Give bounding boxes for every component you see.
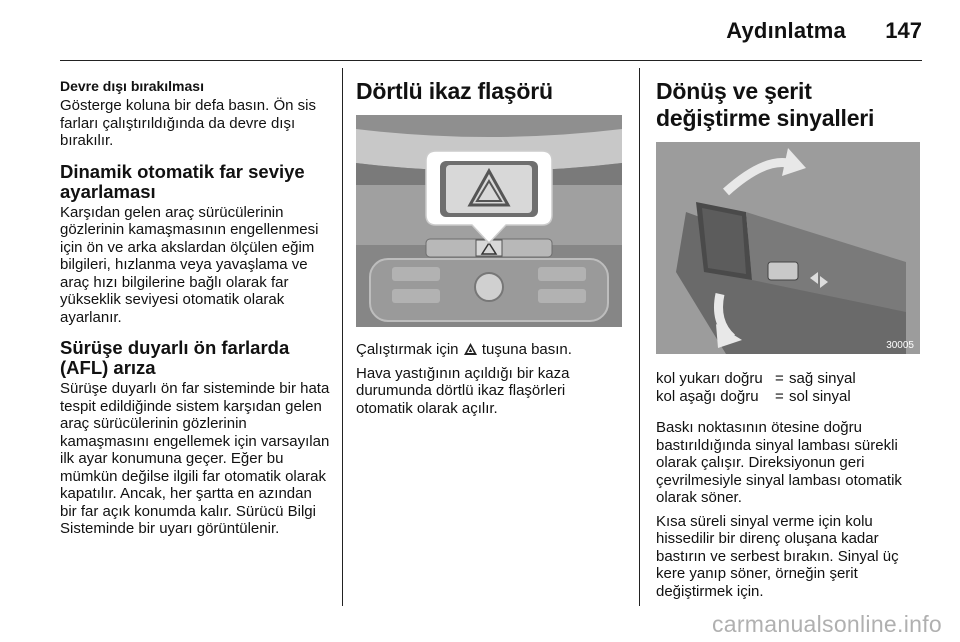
heading-dynamic-levelling: Dinamik otomatik far seviye ayarlaması (60, 160, 305, 202)
column-divider (639, 68, 640, 606)
page-number: 147 (885, 18, 922, 43)
paragraph: Gösterge koluna bir defa basın. Ön sis farları çalıştırıldığında da devre dışı bırakılır. (60, 97, 316, 149)
column-left (60, 78, 332, 538)
definition-term: kol aşağı doğru (656, 387, 759, 405)
page-header (60, 0, 922, 61)
turn-signal-lever-illustration (656, 142, 920, 354)
hazard-triangle-icon (463, 342, 478, 356)
definition-value: sağ sinyal (789, 370, 856, 387)
paragraph: Kısa süreli sinyal verme için kolu hissedilir bir direnç oluşana kadar bastırın ve serbest bırakın. Sinyal üç kere yanıp söner, örneğin şerit değiştirmek için. (656, 512, 899, 600)
instruction-text: Çalıştırmak için (356, 341, 459, 358)
definition-row (656, 370, 924, 388)
paragraph (356, 341, 622, 359)
definition-equals: = (775, 387, 784, 405)
watermark-link[interactable]: carmanualsonline.info (711, 611, 942, 637)
definition-row (656, 388, 924, 406)
instruction-text: tuşuna basın. (481, 341, 572, 358)
definition-list (656, 370, 924, 405)
definition-term: kol yukarı doğru (656, 370, 763, 387)
paragraph: Sürüşe duyarlı ön far sisteminde bir hata tespit edildiğinde sistem karşıdan gelen araç sürücülerinin gözlerinin kamaşmasını engellemek için varsayılan ilk ayar konumuna geçer. Eğer bu mümkün değilse ilgili far otomatik olarak kapatılır. Ancak, her şartta en azından bir far açık konumda kalır. Sürücü Bilgi Sisteminde bir uyarı görüntülenir. (60, 380, 330, 537)
figure-number: 30005 (886, 340, 914, 351)
definition-equals: = (775, 370, 784, 387)
hazard-switch-illustration (356, 115, 622, 327)
heading-turn-signals: Dönüş ve şerit değiştirme sinyalleri (656, 78, 875, 131)
dashboard-switch-drawing (356, 115, 622, 327)
definition-value: sol sinyal (789, 387, 851, 405)
paragraph: Hava yastığının açıldığı bir kaza durumunda dörtlü ikaz flaşörleri otomatik olarak açılır. (356, 364, 570, 417)
paragraph: Karşıdan gelen araç sürücülerinin gözlerinin kamaşmasının engellenmesi için ön ve arka akslardan ölçülen eğim bilgileri, hızlanma veya yavaşlama ve araç hızı bilgilerine bağlı olarak far yükseklik seviyesi otomatik olarak ayarlanır. (60, 203, 319, 326)
column-right (656, 78, 924, 600)
paragraph: Baskı noktasının ötesine doğru bastırıldığında sinyal lambası sürekli olarak çalışır. Direksiyonun geri çevrilmesiyle sinyal lambası otomatik olarak söner. (656, 419, 902, 506)
column-middle (356, 78, 622, 417)
heading-afl-fault: Sürüşe duyarlı ön farlarda (AFL) arıza (60, 337, 290, 378)
lever-drawing (656, 142, 920, 354)
subheading-deactivation: Devre dışı bırakılması (60, 78, 204, 94)
column-divider (342, 68, 343, 606)
heading-hazard-flashers: Dörtlü ikaz flaşörü (356, 78, 553, 104)
section-title: Aydınlatma (726, 18, 846, 43)
